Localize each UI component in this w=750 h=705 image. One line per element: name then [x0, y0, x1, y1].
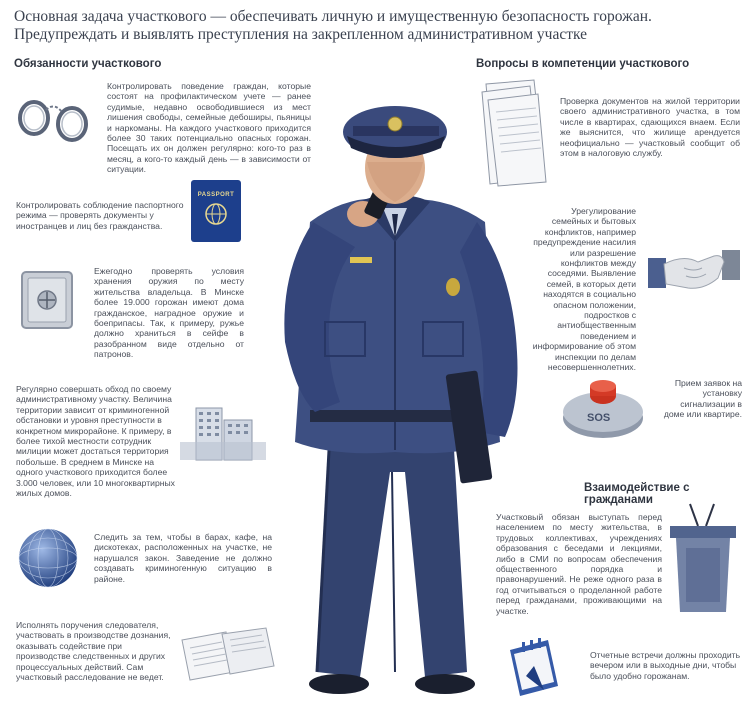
passport-icon — [191, 180, 241, 242]
competence-text-2: Урегулирование семейных и бытовых конфликтов, например предупреждение насилия или разрешение конфликтов между соседями. Выявление семей, в которых дети находятся в социально опасном положении, подростков с антиобщественным поведением и информирование об этом инспекции по делам несовершеннолетних. — [532, 206, 636, 373]
duty-text-6: Исполнять поручения следователя, участвовать в производстве дознания, оказывать содействие при производстве следственных и других процессуальных действий. Сам участковый расследование не ведет. — [16, 620, 171, 683]
sos-button-icon — [560, 372, 646, 442]
competence-text-3: Прием заявок на установку сигнализации в доме или квартире. — [663, 378, 742, 420]
handcuffs-icon — [14, 90, 94, 150]
competence-text-1: Проверка документов на жилой территории своего административного участка, в том числе в квартирах, сдающихся внаем. Если же выяснится, что жилище арендуется неофициально — участковый сообщит об этом в налоговую службу. — [560, 96, 740, 159]
duty-text-1: Контролировать поведение граждан, которые состоят на профилактическом учете — ранее судимые, недавно освободившиеся из мест лишения свободы, семейные дебоширы, пьяницы и наркоманы. На каждого участкового приходится более 30 таких потенциально опасных горожан. Посещать их он должен регулярно: кого-то раз в месяц, а кого-то каждый день — в зависимости от ситуации. — [107, 81, 311, 175]
duty-text-3: Ежегодно проверять условия хранения оружия по месту жительства владельца. В Минске более 19.000 горожан имеют дома гражданское, наградное оружие и боеприпасы. Так, к примеру, ружье должно храниться в сейфе в разобранном виде отдельно от патронов. — [94, 266, 244, 360]
duty-text-5: Следить за тем, чтобы в барах, кафе, на дискотеках, расположенных на участке, не нарушался закон. Заведение не должно создавать криминогенную ситуацию в районе. — [94, 532, 272, 584]
page-title: Основная задача участкового — обеспечивать личную и имущественную безопасность горожан. Предупреждать и выявлять преступления на закрепленном административном участке — [14, 8, 652, 43]
disco-ball-icon — [16, 526, 80, 590]
duty-text-2: Контролировать соблюдение паспортного режима — проверять документы у иностранцев и лиц без гражданства. — [16, 200, 184, 231]
duty-text-4: Регулярно совершать обход по своему административному участку. Величина территории зависит от криминогенной обстановки и уровня преступности в конкретном микрорайоне. К примеру, в более тихой местности сотрудник милиции может достаться территория побольше. В среднем в Минске на одного участкового приходится более 3.000 человек, или 10 многоквартирных жилых домов. — [16, 384, 175, 499]
interaction-heading: Взаимодействие с гражданами — [584, 482, 690, 506]
sos-label: SOS — [587, 412, 611, 424]
papers-stack-icon — [478, 78, 550, 188]
calendar-icon — [504, 636, 564, 700]
podium-icon — [668, 500, 738, 616]
passport-label: PASSPORT — [197, 192, 235, 198]
handshake-icon — [648, 238, 740, 300]
safe-icon — [18, 268, 78, 334]
competence-heading: Вопросы в компетенции участкового — [476, 58, 690, 70]
interaction-text-1: Участковый обязан выступать перед населением по месту жительства, в трудовых коллективах, учреждениях образования с беседами и лекциями, либо в СМИ по вопросам обеспечения общественного порядка и правонарушений. Не реже одного раза в год отчитываться о проделанной работе перед гражданами, проживающими на участке. — [496, 512, 662, 616]
duties-heading: Обязанности участкового — [14, 58, 162, 70]
interaction-text-2: Отчетные встречи должны проходить вечером или в выходные дни, чтобы было удобно горожанам. — [590, 650, 741, 681]
